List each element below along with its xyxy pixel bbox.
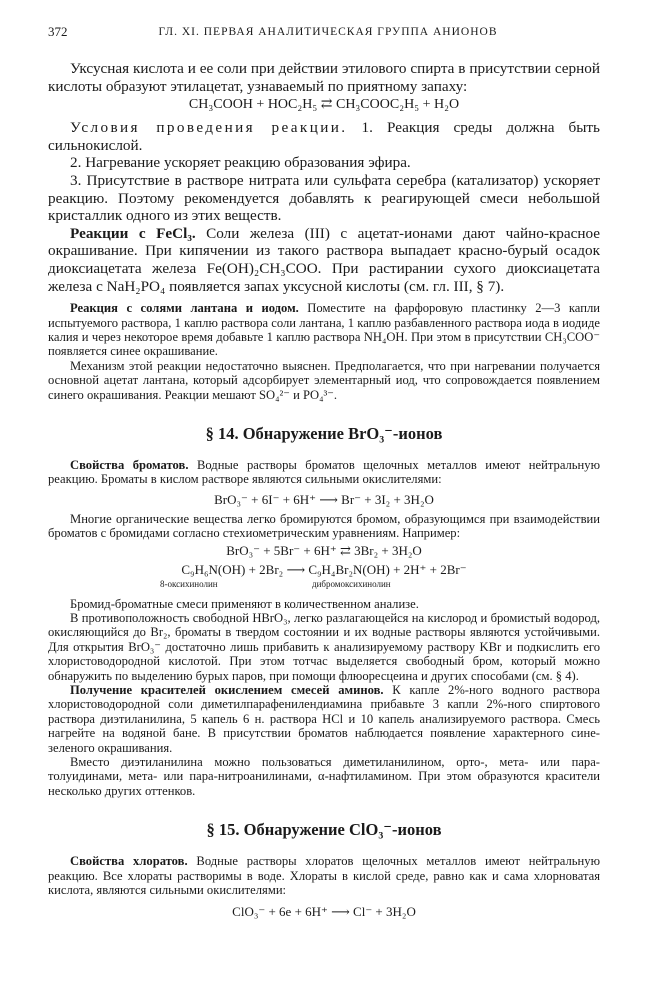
paragraph-dyes bbox=[48, 683, 600, 755]
fecl3-text: Соли железа (III) с ацетат-ионами дают чайно-красное окрашивание. При кипячении из такого раствора выпадает красно-бурый осадок диоксиацетата железа Fe(OH)₂CH₃COO. При растирании сухого диоксиацетата железа с NaH₂PO₄ появляется запах уксусной кислоты (см. гл. III, § 7). bbox=[48, 224, 600, 295]
chlorate-properties-heading: Свойства хлоратов. bbox=[70, 854, 188, 869]
dyes-heading: Получение красителей окислением смесей аминов. bbox=[70, 683, 384, 698]
paragraph-conditions-1 bbox=[48, 119, 600, 154]
conditions-heading: Условия проведения реакции. bbox=[70, 119, 348, 137]
equation-labels bbox=[48, 579, 600, 591]
lanthanum-text: Поместите на фарфоровую пластинку 2—3 капли испытуемого раствора, 1 каплю раствора соли лантана, 1 каплю разбавленного раствора иода в иодиде калия и через некоторое время добавьте 1 каплю раствора NH₄OH. При этом в присутствии CH₃COO⁻ появляется синее окрашивание. bbox=[48, 301, 600, 359]
page-number: 372 bbox=[48, 24, 68, 39]
page-body bbox=[48, 60, 600, 921]
paragraph-conditions-3: 3. Присутствие в растворе нитрата или сульфата серебра (катализатор) ускоряет реакцию. Поэтому рекомендуется добавлять к реагирующей смеси небольшой кристаллик одного из этих веществ. bbox=[48, 171, 600, 225]
section-14-title: § 14. Обнаружение BrO₃⁻-ионов bbox=[205, 423, 443, 443]
conditions-1-text: 1. Реакция среды должна быть сильнокислой. bbox=[48, 119, 600, 154]
equation-bromate-iodide: BrO₃⁻ + 6I⁻ + 6H⁺ ⟶ Br⁻ + 3I₂ + 3H₂O bbox=[214, 491, 434, 507]
lanthanum-heading: Реакция с солями лантана и иодом. bbox=[70, 301, 299, 316]
equation-oxyquinoline: C₉H₆N(OH) + 2Br₂ ⟶ C₉H₄Br₂N(OH) + 2H⁺ + 2Br⁻ bbox=[181, 561, 467, 577]
paragraph-mechanism: Механизм этой реакции недостаточно выяснен. Предполагается, что при нагревании получается основной ацетат лантана, который адсорбирует элементарный иод, что сопровождается появлением синего окрашивания. Реакции мешают SO₄²⁻ и PO₄³⁻. bbox=[48, 358, 600, 402]
bromate-properties-text: Водные растворы броматов щелочных металлов имеют нейтральную реакцию. Броматы в кислом растворе являются сильными окислителями: bbox=[48, 457, 600, 487]
equation-chlorate: ClO₃⁻ + 6e + 6H⁺ ⟶ Cl⁻ + 3H₂O bbox=[232, 903, 416, 919]
paragraph-hbro3: В противоположность свободной HBrO₃, легко разлагающейся на кислород и бромистый водород, окисляющийся до Br₂, броматы в твердом состоянии и их водные растворы являются устойчивыми. Для открытия BrO₃⁻ достаточно лишь прибавить к анализируемому раствору KBr и подкислить его хлористоводородной кислотой. При этом тотчас выделяется свободный бром, который можно обнаружить по выделению бурых паров, при помощи флюоресцеина и других способами (см. § 4). bbox=[48, 611, 600, 683]
paragraph-acetic-acid: Уксусная кислота и ее соли при действии этилового спирта в присутствии серной кислоты образуют этилацетат, узнаваемый по приятному запаху: bbox=[48, 60, 600, 95]
paragraph-lanthanum bbox=[48, 301, 600, 359]
paragraph-organic-bromination: Многие органические вещества легко бромируются бромом, образующимся при взаимодействии броматов с бромидами согласно стехиометрическим уравнениям. Например: bbox=[48, 511, 600, 541]
label-dibromoxyquinoline: дибромоксихинолин bbox=[312, 578, 391, 589]
section-15-title: § 15. Обнаружение ClO₃⁻-ионов bbox=[206, 820, 442, 840]
dyes-text: К капле 2%-ного водного раствора хлористоводородной соли диметилпарафенилендиамина прибавьте 3 капли 2%-ного спиртового раствора диэтиланилина, 5 капель 6 н. раствора HCl и 10 капель анализируемого раствора. Смесь нагрейте на водяной бане. В присутствии броматов наблюдается появление характерного сине-зеленого окрашивания. bbox=[48, 683, 601, 755]
paragraph-chlorate-properties bbox=[48, 854, 600, 897]
paragraph-bromide-bromate: Бромид-броматные смеси применяют в количественном анализе. bbox=[70, 596, 419, 611]
running-head: ГЛ. XI. ПЕРВАЯ АНАЛИТИЧЕСКАЯ ГРУППА АНИОНОВ bbox=[158, 26, 498, 38]
equation-esterification: CH₃COOH + HOC₂H₅ ⇄ CH₃COOC₂H₅ + H₂O bbox=[188, 97, 460, 113]
fecl3-heading: Реакции с FeCl₃. bbox=[70, 224, 196, 242]
paragraph-bromate-properties bbox=[48, 458, 600, 487]
chlorate-properties-text: Водные растворы хлоратов щелочных металлов имеют нейтральную реакцию. Все хлораты растворимы в воде. Хлораты в кислой среде, равно как и сама хлорноватая кислота, являются сильными окислителями: bbox=[48, 854, 600, 898]
paragraph-alternatives: Вместо диэтиланилина можно пользоваться диметиланилином, орто-, мета- или пара-толуидинами, мета- или пара-нитроанилинами, α-нафтиламином. При этом образуются красители несколько других оттенков. bbox=[48, 755, 600, 798]
paragraph-fecl3 bbox=[48, 225, 600, 295]
equation-bromate-bromide: BrO₃⁻ + 5Br⁻ + 6H⁺ ⇄ 3Br₂ + 3H₂O bbox=[226, 542, 422, 558]
page-header bbox=[48, 24, 608, 44]
bromate-properties-heading: Свойства броматов. bbox=[70, 457, 189, 472]
paragraph-conditions-2: 2. Нагревание ускоряет реакцию образования эфира. bbox=[70, 154, 411, 172]
label-oxyquinoline: 8-оксихинолин bbox=[160, 578, 218, 589]
